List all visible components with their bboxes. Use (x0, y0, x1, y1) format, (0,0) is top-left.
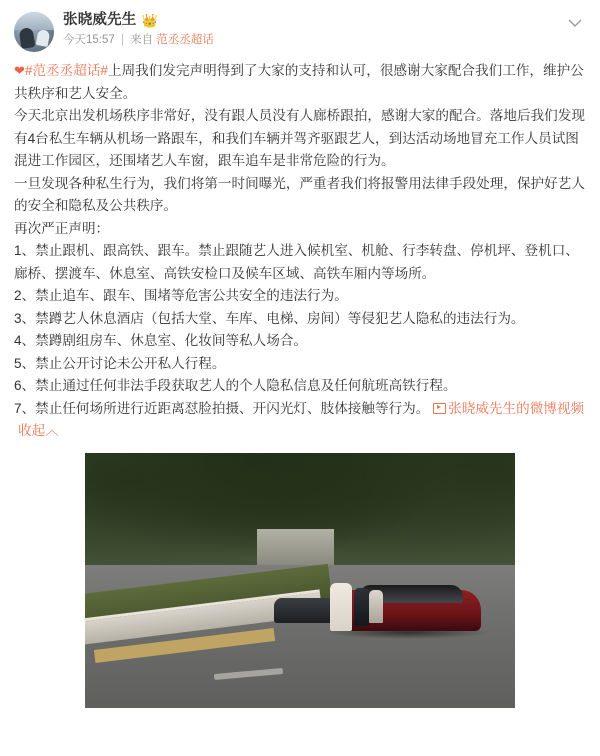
post-source-link[interactable]: 范丞丞超话 (156, 34, 214, 46)
avatar-art-figure-right (36, 29, 51, 47)
post-time: 今天15:57 (63, 34, 115, 46)
avatar-art-figure-left (19, 27, 36, 49)
post-source-prefix: 来自 (130, 34, 154, 46)
collapse-label: 收起 (18, 423, 46, 438)
meta-separator: | (120, 34, 124, 46)
chevron-down-icon[interactable] (566, 14, 584, 32)
paragraph-text-11: 7、禁止任何场所进行近距离怼脸拍摄、开闪光灯、肢体接触等行为。 (14, 400, 430, 416)
post-paragraph-10: 6、禁止通过任何非法手段获取艺人的个人隐私信息及任何航班高铁行程。 (14, 378, 457, 393)
post-paragraph-7: 3、禁蹲艺人休息酒店（包括大堂、车库、电梯、房间）等侵犯艺人隐私的违法行为。 (14, 310, 525, 326)
post-paragraph-1 (14, 60, 586, 105)
paragraph-text-1: 上周我们发完声明得到了大家的支持和认可，很感谢大家配合我们工作，维护公共秩序和艺人安全。 (14, 63, 584, 101)
video-link[interactable]: 张晓威先生的微博视频 (448, 400, 585, 416)
heart-icon: ❤ (14, 63, 25, 78)
media-art-person-1 (330, 583, 352, 631)
topic-link[interactable]: #范丞丞超话# (24, 63, 108, 78)
avatar[interactable] (14, 12, 54, 52)
media-art-person-2 (354, 588, 369, 626)
author-block (63, 10, 214, 48)
post-content (14, 58, 586, 443)
video-icon (433, 403, 446, 414)
post-paragraph-3: 一旦发现各种私生行为，我们将第一时间曝光，严重者我们将报警用法律手段处理，保护好艺人的安全和隐私及公共秩序。 (14, 175, 585, 213)
author-name[interactable]: 张晓威先生 (63, 12, 137, 28)
post-paragraph-9: 5、禁止公开讨论未公开私人行程。 (14, 355, 226, 371)
post-paragraph-4: 再次严正声明： (14, 220, 110, 236)
post-meta (63, 33, 214, 48)
post-header (14, 10, 586, 58)
author-name-row (63, 11, 214, 29)
post-paragraph-2: 今天北京出发机场秩序非常好，没有跟人员没有人廊桥跟拍，感谢大家的配合。落地后我们发现有4台私生车辆从机场一路跟车，和我们车辆并驾齐驱跟艺人，到达活动场地冒充工作人员试图混进工作园区，还围堵艺人车窗，跟车追车是非常危险的行为。 (14, 108, 585, 168)
collapse-button[interactable] (18, 423, 59, 438)
media-art-person-3 (369, 590, 383, 623)
post-media-video[interactable] (85, 453, 515, 708)
collapse-arrow-icon: ︿ (45, 423, 59, 438)
avatar-art-sky (14, 12, 54, 30)
crown-icon: 👑 (141, 12, 158, 28)
post-paragraph-8: 4、禁蹲剧组房车、休息室、化妆间等私人场合。 (14, 333, 308, 348)
post-paragraph-6: 2、禁止追车、跟车、围堵等危害公共安全的违法行为。 (14, 288, 348, 303)
post-paragraph-11 (14, 398, 586, 443)
post-paragraph-5: 1、禁止跟机、跟高铁、跟车。禁止跟随艺人进入候机室、机舱、行李转盘、停机坪、登机口、廊桥、摆渡车、休息室、高铁安检口及候车区域、高铁车厢内等场所。 (14, 243, 579, 281)
